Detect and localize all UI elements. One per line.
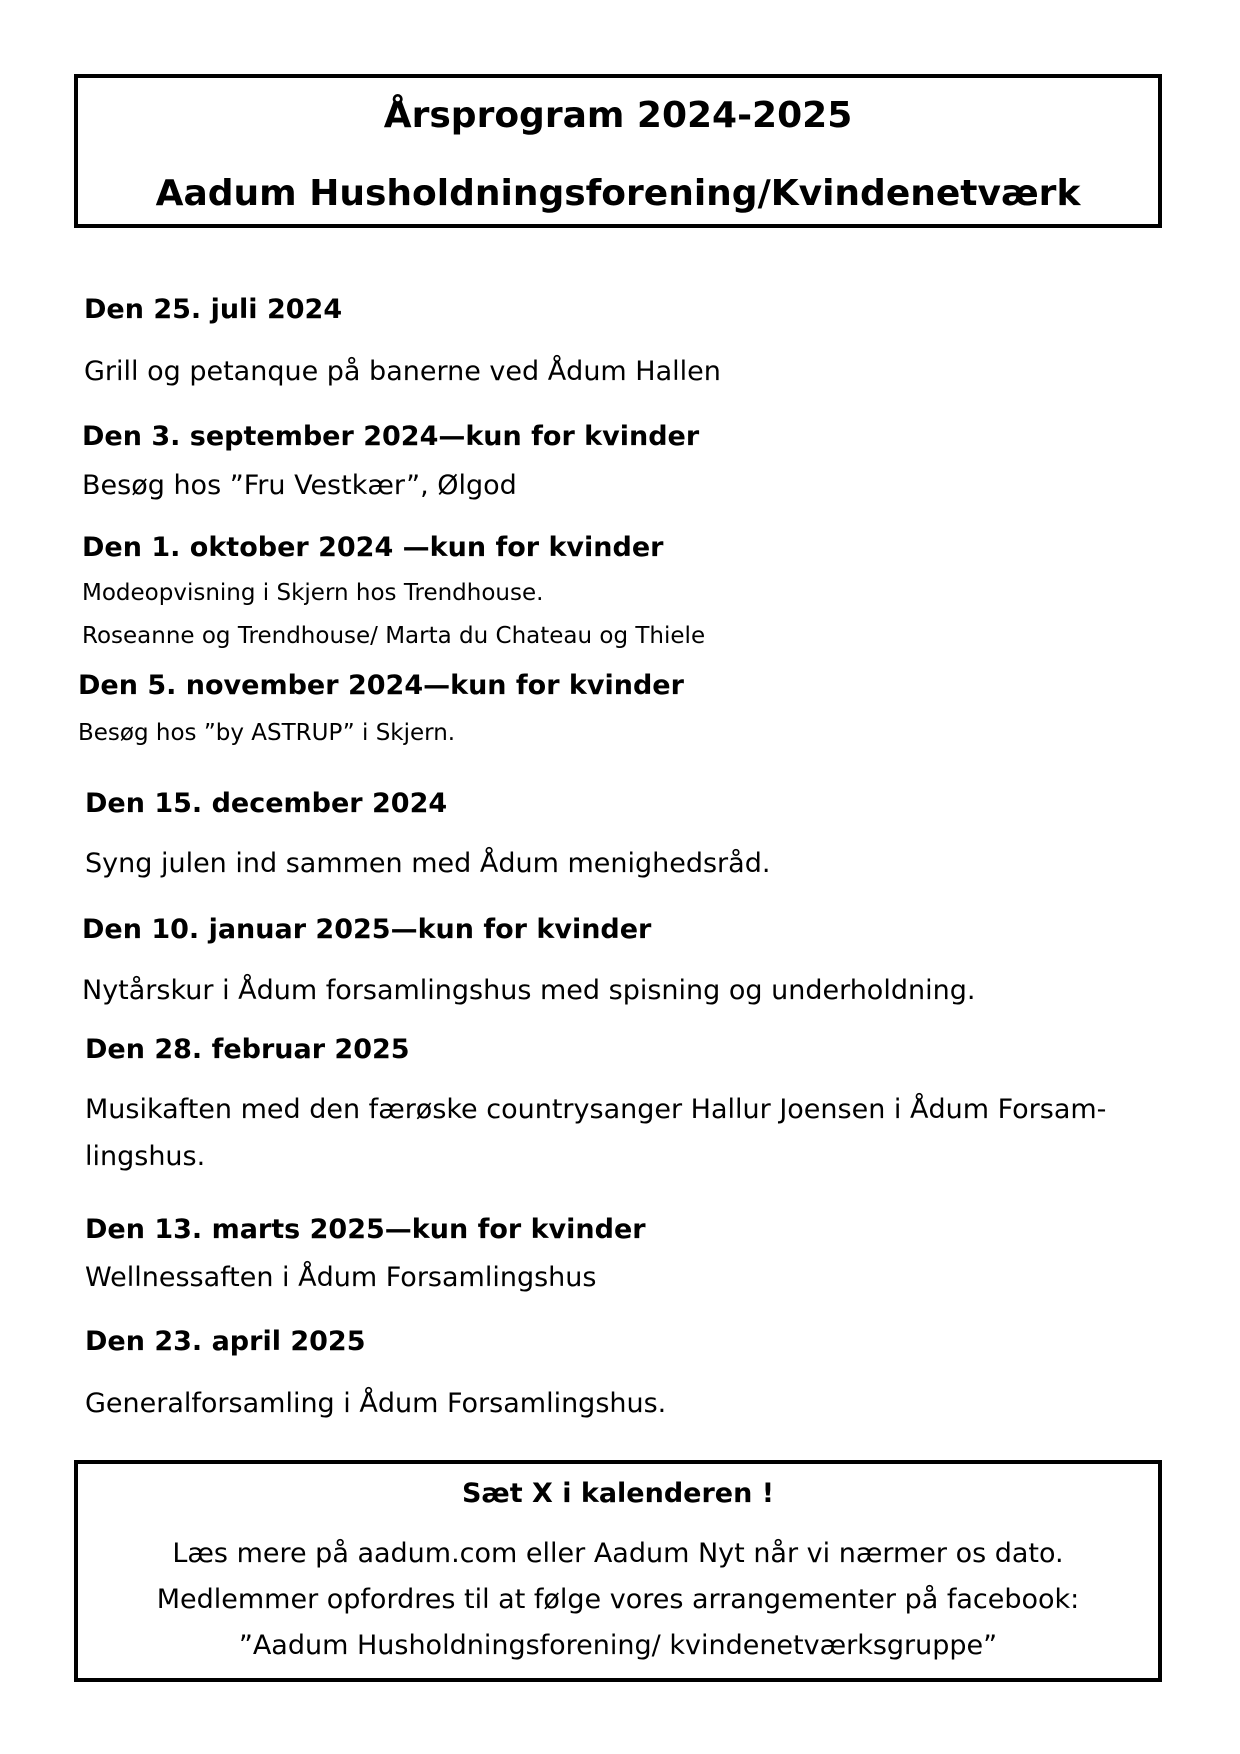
footer-line-website: Læs mere på aadum.com eller Aadum Nyt når vi nærmer os dato. [172,1538,1064,1569]
event-date: Den 23. april 2025 [85,1326,366,1357]
event-description: Syng julen ind sammen med Ådum menighedsråd. [85,848,771,879]
footer-line-group-name: ”Aadum Husholdningsforening/ kvindenetværksgruppe” [238,1630,998,1661]
page-subtitle: Aadum Husholdningsforening/Kvindenetværk [155,173,1081,214]
event-date: Den 25. juli 2024 [84,294,343,325]
event-date: Den 1. oktober 2024 —kun for kvinder [82,532,664,563]
event-date: Den 28. februar 2025 [85,1034,410,1065]
event-description: Besøg hos ”Fru Vestkær”, Ølgod [82,470,517,501]
footer-heading: Sæt X i kalenderen ! [461,1478,775,1509]
event-date: Den 13. marts 2025—kun for kvinder [85,1214,646,1245]
event-description: Generalforsamling i Ådum Forsamlingshus. [85,1388,667,1419]
event-date: Den 5. november 2024—kun for kvinder [78,670,684,701]
event-description: Nytårskur i Ådum forsamlingshus med spisning og underholdning. [82,975,976,1006]
event-description: Modeopvisning i Skjern hos Trendhouse. [82,580,544,606]
header-box [74,74,1162,228]
footer-box [74,1460,1162,1682]
event-date: Den 15. december 2024 [85,788,448,819]
event-date: Den 10. januar 2025—kun for kvinder [82,914,652,945]
event-date: Den 3. september 2024—kun for kvinder [82,421,700,452]
event-description: Musikaften med den færøske countrysanger Hallur Joensen i Ådum Forsam-lingshus. [85,1094,1107,1172]
event-description: Grill og petanque på banerne ved Ådum Hallen [84,356,721,387]
event-description: Roseanne og Trendhouse/ Marta du Chateau og Thiele [82,623,706,649]
event-description: Besøg hos ”by ASTRUP” i Skjern. [78,720,456,746]
page-title: Årsprogram 2024-2025 [383,95,853,136]
event-description: Wellnessaften i Ådum Forsamlingshus [85,1262,597,1293]
footer-line-facebook: Medlemmer opfordres til at følge vores arrangementer på facebook: [156,1584,1080,1615]
